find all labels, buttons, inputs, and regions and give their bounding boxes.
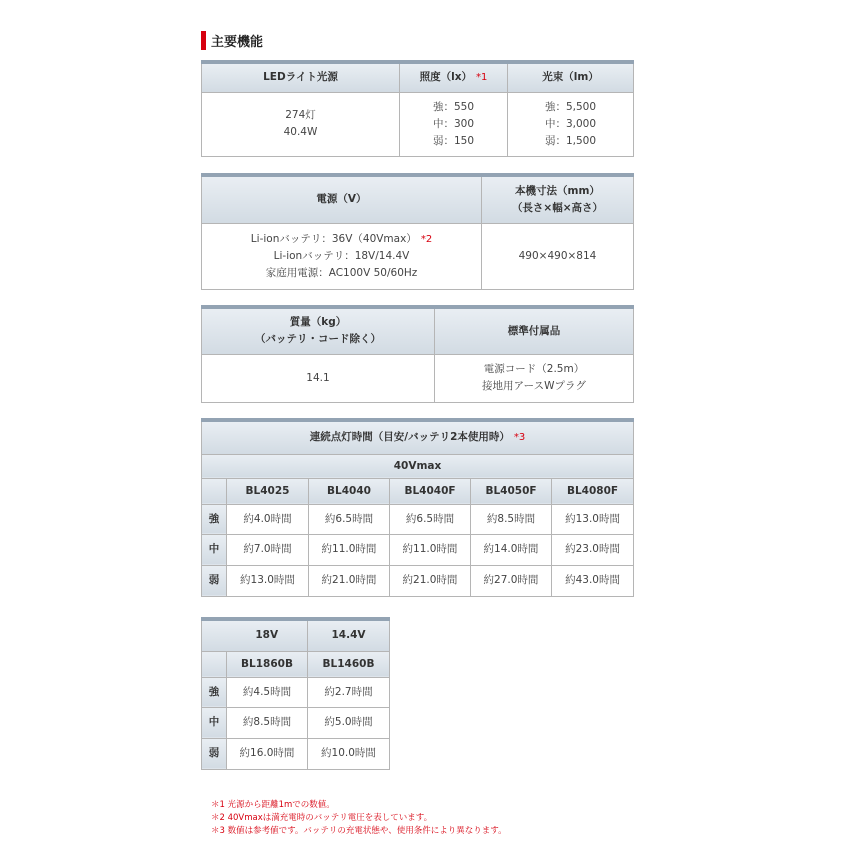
cell-light-source: 274灯 40.4W [202, 92, 400, 156]
header-mass: 質量（kg） （バッテリ・コード除く） [202, 307, 435, 354]
header-illuminance: 照度（lx） *1 [400, 62, 508, 92]
runtime-cell: 約2.7時間 [308, 677, 390, 707]
header-power: 電源（V） [202, 175, 482, 223]
voltage-14v: 14.4V [308, 619, 390, 651]
table-row [202, 534, 634, 565]
voltage-18v: 18V [227, 619, 308, 651]
runtime-cell: 約8.5時間 [227, 707, 308, 738]
table-row [202, 707, 390, 738]
runtime-cell: 約6.5時間 [309, 504, 390, 534]
runtime-cell: 約13.0時間 [552, 504, 634, 534]
table-row [202, 677, 390, 707]
runtime-cell: 約16.0時間 [227, 738, 308, 769]
model-header: BL4025 [227, 478, 309, 504]
runtime-cell: 約27.0時間 [471, 565, 552, 596]
mass-accessory-table [201, 305, 634, 403]
runtime-cell: 約21.0時間 [309, 565, 390, 596]
cell-luminous-flux: 強：5,500 中：3,000 弱：1,500 [508, 92, 634, 156]
runtime-cell: 約23.0時間 [552, 534, 634, 565]
corner-cell [202, 651, 227, 677]
cell-accessories: 電源コード（2.5m） 接地用アースWプラグ [435, 354, 634, 402]
runtime-cell: 約8.5時間 [471, 504, 552, 534]
footnotes [211, 799, 507, 838]
table-row [202, 565, 634, 596]
runtime-cell: 約43.0時間 [552, 565, 634, 596]
model-header: BL4050F [471, 478, 552, 504]
voltage-40vmax: 40Vmax [202, 454, 634, 478]
corner-cell [202, 478, 227, 504]
light-spec-table [201, 60, 634, 157]
model-header: BL4040F [390, 478, 471, 504]
footnote: ＊1 光源から距離1mでの数値。 [211, 800, 335, 810]
cell-power: Li-ionバッテリ：36V（40Vmax） *2 Li-ionバッテリ：18V/14.4V 家庭用電源：AC100V 50/60Hz [202, 223, 482, 289]
table-row [202, 738, 390, 769]
runtime-cell: 約7.0時間 [227, 534, 309, 565]
header-accessories: 標準付属品 [435, 307, 634, 354]
header-dimensions: 本機寸法（mm） （長さ×幅×高さ） [482, 175, 634, 223]
cell-mass: 14.1 [202, 354, 435, 402]
section-title [201, 31, 263, 50]
footnote: ＊2 40Vmaxは満充電時のバッテリ電圧を表しています。 [211, 813, 433, 823]
model-header: BL4040 [309, 478, 390, 504]
cell-illuminance: 強：550 中：300 弱：150 [400, 92, 508, 156]
header-luminous-flux: 光束（lm） [508, 62, 634, 92]
runtime-cell: 約5.0時間 [308, 707, 390, 738]
level-label: 中 [202, 707, 227, 738]
model-header: BL4080F [552, 478, 634, 504]
table-row [202, 504, 634, 534]
runtime-cell: 約4.0時間 [227, 504, 309, 534]
runtime-cell: 約13.0時間 [227, 565, 309, 596]
level-label: 強 [202, 677, 227, 707]
power-dimension-table [201, 173, 634, 290]
runtime-title: 連続点灯時間（目安/バッテリ2本使用時） *3 [202, 420, 634, 454]
footnote: ＊3 数値は参考値です。バッテリの充電状態や、使用条件により異なります。 [211, 826, 507, 836]
header-led-source: LEDライト光源 [202, 62, 400, 92]
corner-cell [202, 619, 227, 651]
level-label: 弱 [202, 738, 227, 769]
runtime-cell: 約4.5時間 [227, 677, 308, 707]
model-header: BL1460B [308, 651, 390, 677]
runtime-cell: 約11.0時間 [309, 534, 390, 565]
runtime-cell: 約6.5時間 [390, 504, 471, 534]
model-header: BL1860B [227, 651, 308, 677]
runtime-18v-table [201, 617, 390, 770]
runtime-cell: 約11.0時間 [390, 534, 471, 565]
runtime-cell: 約10.0時間 [308, 738, 390, 769]
cell-dimensions: 490×490×814 [482, 223, 634, 289]
level-label: 中 [202, 534, 227, 565]
section-title-text: 主要機能 [211, 35, 264, 50]
level-label: 弱 [202, 565, 227, 596]
runtime-40v-table [201, 418, 634, 597]
runtime-cell: 約21.0時間 [390, 565, 471, 596]
runtime-cell: 約14.0時間 [471, 534, 552, 565]
level-label: 強 [202, 504, 227, 534]
title-accent-bar [201, 31, 206, 50]
